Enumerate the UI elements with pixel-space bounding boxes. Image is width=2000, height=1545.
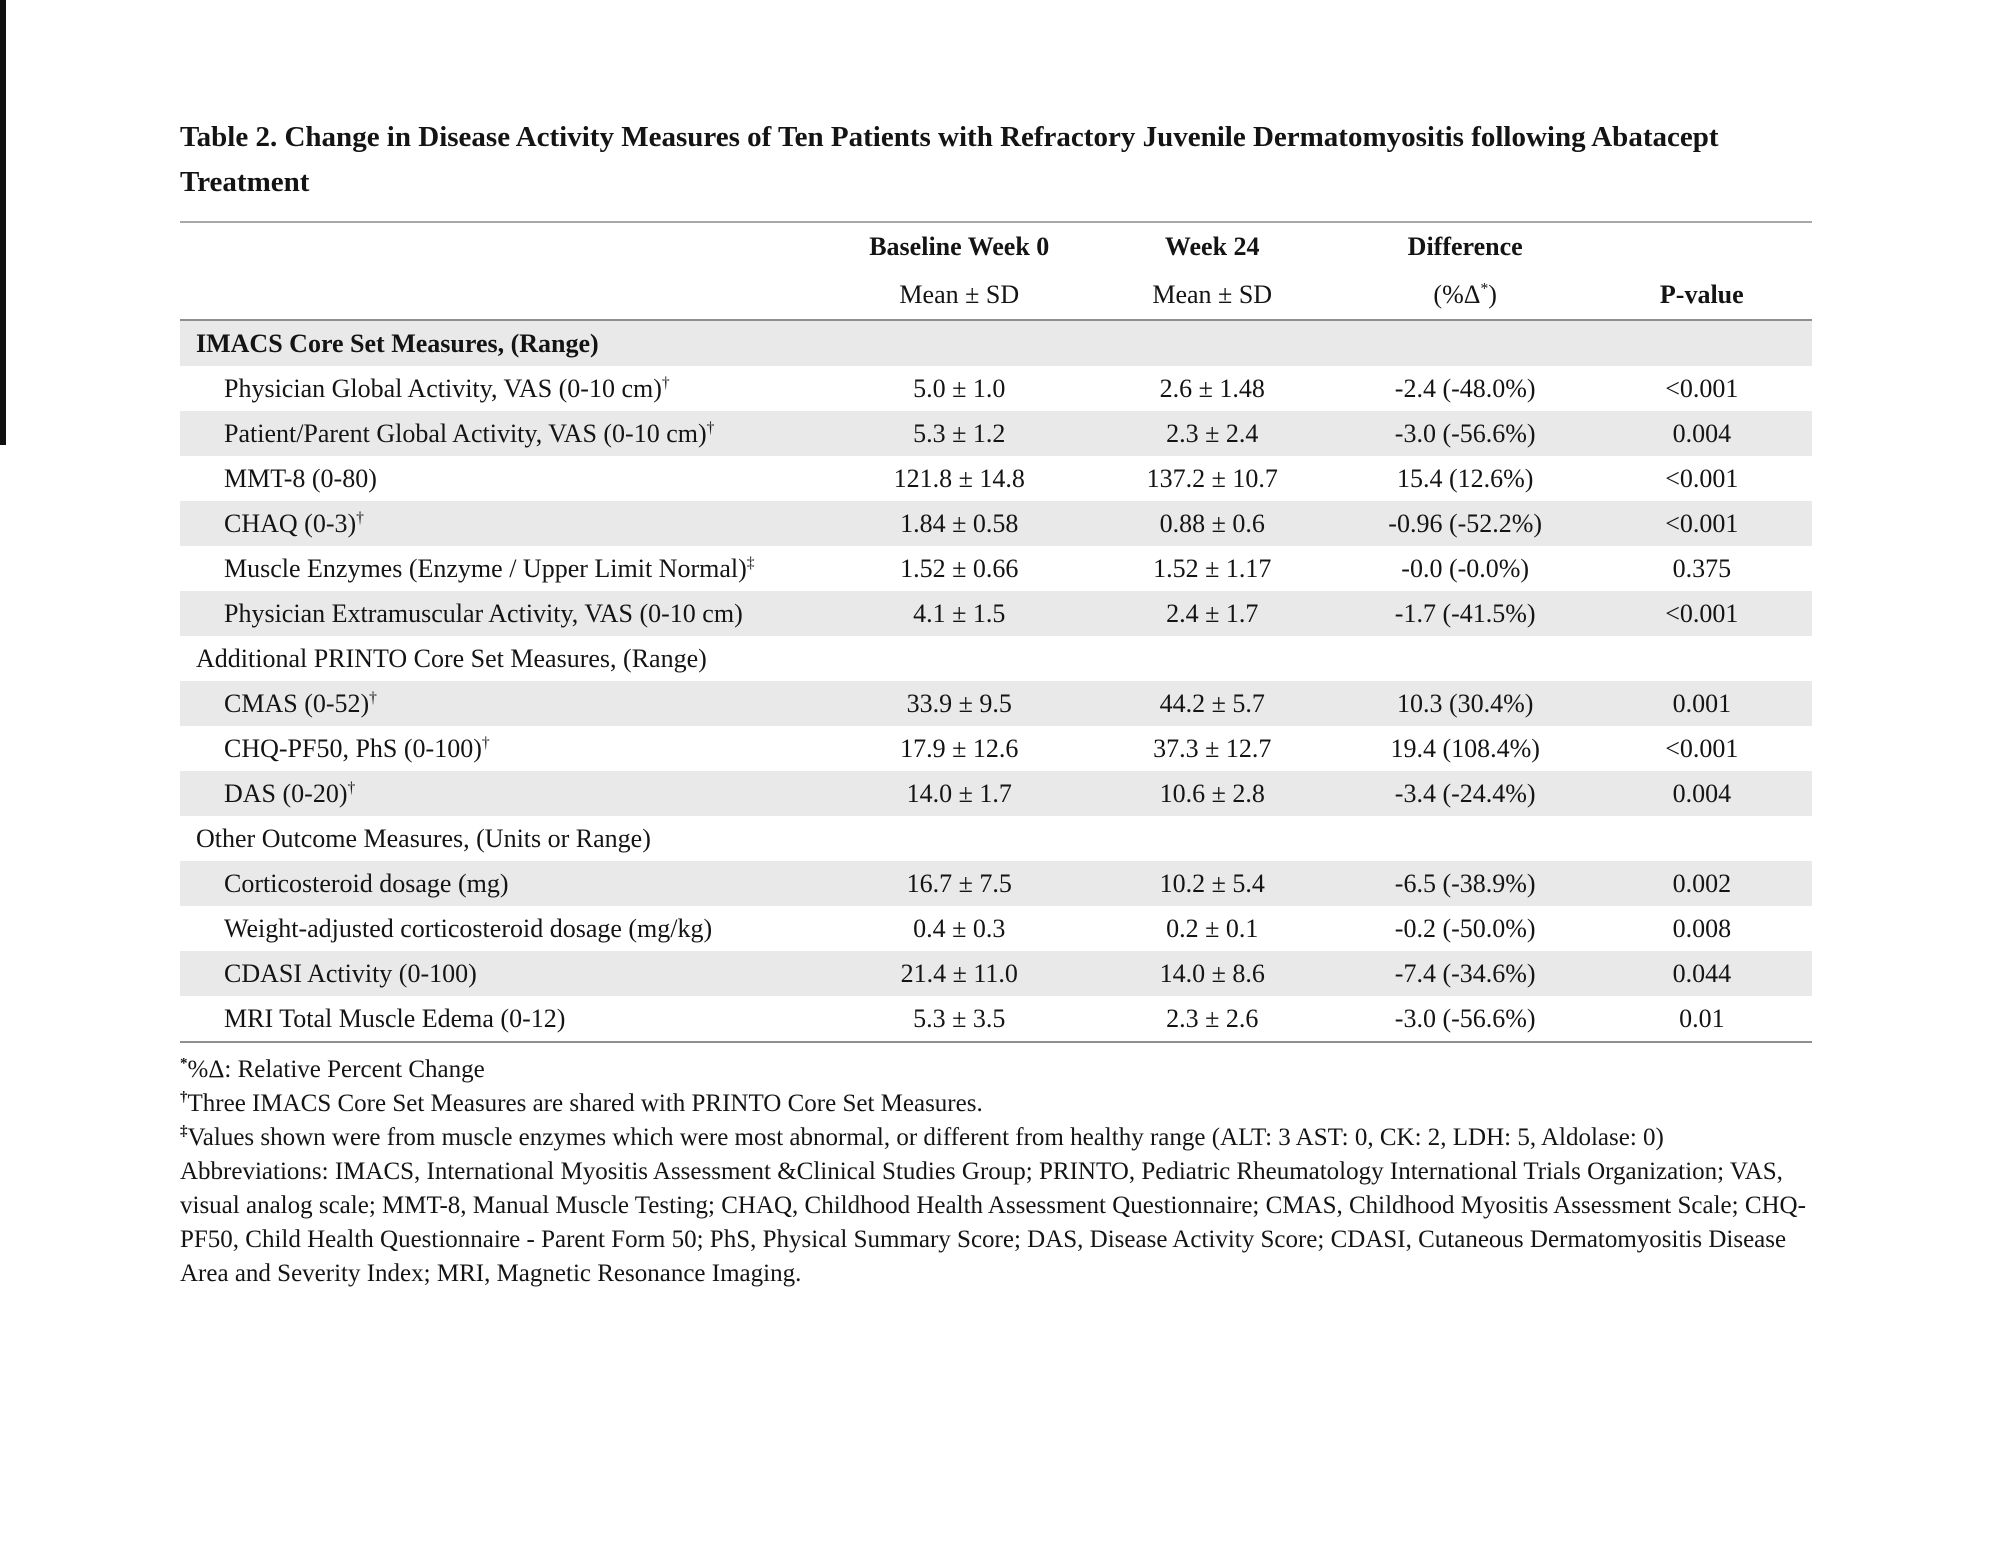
cell-week24: 2.3 ± 2.6 bbox=[1166, 1003, 1259, 1033]
cell-difference: -0.96 (-52.2%) bbox=[1388, 508, 1543, 538]
label-dagger: † bbox=[356, 508, 364, 526]
table-row bbox=[180, 591, 1812, 636]
col-subheader-week24-mean-sd: Mean ± SD bbox=[1152, 280, 1273, 309]
footnote-marker: * bbox=[180, 1055, 188, 1072]
footnote: *%Δ: Relative Percent Change bbox=[180, 1055, 485, 1083]
table-row bbox=[180, 366, 1812, 411]
section-header-label: Other Outcome Measures, (Units or Range) bbox=[196, 823, 651, 853]
cell-baseline: 14.0 ± 1.7 bbox=[906, 778, 1012, 808]
table-row bbox=[180, 996, 1812, 1041]
cell-difference: 10.3 (30.4%) bbox=[1396, 688, 1534, 718]
section-header-label: Additional PRINTO Core Set Measures, (Range) bbox=[196, 643, 707, 673]
cell-pvalue: <0.001 bbox=[1665, 508, 1739, 538]
diff-subheader-post: ) bbox=[1488, 280, 1497, 309]
col-header-week24: Week 24 bbox=[1164, 232, 1260, 261]
footnote-marker: ‡ bbox=[180, 1123, 188, 1140]
footnote: Abbreviations: IMACS, International Myositis Assessment &Clinical Studies Group; PRINTO, Pediatric Rheumatology International Trials Organization; VAS, visual analog scale; MMT-8, Manual Muscle Testing; CHAQ, Childhood Health Assessment Questionnaire; CMAS, Childhood Myositis Assessment Scale; CHQ-PF50, Child Health Questionnaire - Parent Form 50; PhS, Physical Summary Score; DAS, Disease Activity Score; CDASI, Cutaneous Dermatomyositis Disease Area and Severity Index; MRI, Magnetic Resonance Imaging. bbox=[180, 1158, 1806, 1287]
cell-pvalue: <0.001 bbox=[1665, 373, 1739, 403]
diff-subheader-pre: (%Δ bbox=[1433, 280, 1481, 309]
cell-week24: 37.3 ± 12.7 bbox=[1153, 733, 1272, 763]
cell-pvalue: 0.004 bbox=[1672, 418, 1732, 448]
section-header-row bbox=[180, 816, 1812, 861]
cell-measure-label: DAS (0-20)† bbox=[224, 778, 356, 808]
table-row bbox=[180, 681, 1812, 726]
label-dagger: † bbox=[661, 373, 670, 391]
cell-pvalue: 0.008 bbox=[1672, 913, 1732, 943]
label-dagger: † bbox=[481, 733, 490, 751]
label-dagger: † bbox=[706, 418, 715, 436]
col-header-baseline: Baseline Week 0 bbox=[869, 232, 1050, 261]
cell-pvalue: 0.001 bbox=[1672, 688, 1732, 718]
cell-week24: 10.2 ± 5.4 bbox=[1159, 868, 1265, 898]
section-header-row bbox=[180, 636, 1812, 681]
label-dagger: † bbox=[347, 778, 356, 796]
cell-difference: -0.2 (-50.0%) bbox=[1394, 913, 1536, 943]
col-header-difference: Difference bbox=[1407, 232, 1523, 261]
cell-measure-label: CHQ-PF50, PhS (0-100)† bbox=[224, 733, 490, 763]
cell-measure-label: Patient/Parent Global Activity, VAS (0-10 cm)† bbox=[224, 418, 715, 448]
table-row bbox=[180, 771, 1812, 816]
table-row bbox=[180, 951, 1812, 996]
table-row bbox=[180, 861, 1812, 906]
label-dagger: † bbox=[369, 688, 377, 706]
table-title: Table 2. Change in Disease Activity Measures of Ten Patients with Refractory Juvenile Dermatomyositis following Abatacept Treatment bbox=[180, 121, 1719, 198]
section-header-label: IMACS Core Set Measures, (Range) bbox=[196, 328, 599, 358]
col-subheader-baseline-mean-sd: Mean ± SD bbox=[899, 280, 1020, 309]
cell-baseline: 5.3 ± 1.2 bbox=[913, 418, 1006, 448]
cell-pvalue: <0.001 bbox=[1665, 733, 1739, 763]
table-row bbox=[180, 456, 1812, 501]
cell-pvalue: 0.002 bbox=[1672, 868, 1732, 898]
table-row bbox=[180, 411, 1812, 456]
label-dagger: ‡ bbox=[746, 553, 755, 571]
cell-measure-label: CMAS (0-52)† bbox=[224, 688, 377, 718]
cell-measure-label: Physician Extramuscular Activity, VAS (0-10 cm) bbox=[224, 598, 743, 628]
table-header bbox=[180, 221, 1812, 321]
data-table bbox=[180, 221, 1812, 1043]
cell-baseline: 1.84 ± 0.58 bbox=[900, 508, 1019, 538]
table-row bbox=[180, 546, 1812, 591]
cell-week24: 2.3 ± 2.4 bbox=[1166, 418, 1259, 448]
footnote-marker: † bbox=[180, 1089, 188, 1106]
cell-pvalue: <0.001 bbox=[1665, 598, 1739, 628]
cell-week24: 2.4 ± 1.7 bbox=[1166, 598, 1259, 628]
cell-baseline: 4.1 ± 1.5 bbox=[913, 598, 1006, 628]
cell-baseline: 33.9 ± 9.5 bbox=[906, 688, 1012, 718]
table-row bbox=[180, 906, 1812, 951]
cell-measure-label: Muscle Enzymes (Enzyme / Upper Limit Normal)‡ bbox=[224, 553, 755, 583]
cell-measure-label: Corticosteroid dosage (mg) bbox=[224, 868, 509, 898]
cell-baseline: 1.52 ± 0.66 bbox=[900, 553, 1019, 583]
cell-baseline: 5.3 ± 3.5 bbox=[913, 1003, 1006, 1033]
cell-pvalue: <0.001 bbox=[1665, 463, 1739, 493]
cell-difference: -2.4 (-48.0%) bbox=[1394, 373, 1536, 403]
cell-week24: 0.2 ± 0.1 bbox=[1166, 913, 1259, 943]
cell-week24: 14.0 ± 8.6 bbox=[1159, 958, 1265, 988]
header-row-2 bbox=[180, 271, 1812, 319]
cell-week24: 10.6 ± 2.8 bbox=[1159, 778, 1265, 808]
cell-difference: 15.4 (12.6%) bbox=[1396, 463, 1534, 493]
cell-measure-label: Weight-adjusted corticosteroid dosage (mg/kg) bbox=[224, 913, 713, 943]
footnote: ‡Values shown were from muscle enzymes which were most abnormal, or different from healthy range (ALT: 3 AST: 0, CK: 2, LDH: 5, Aldolase: 0) bbox=[180, 1123, 1664, 1151]
header-row-1 bbox=[180, 223, 1812, 271]
cell-measure-label: CDASI Activity (0-100) bbox=[224, 958, 477, 988]
col-header-pvalue: P-value bbox=[1659, 280, 1744, 309]
cell-week24: 0.88 ± 0.6 bbox=[1159, 508, 1265, 538]
paper-content bbox=[180, 115, 1812, 1291]
col-subheader-difference-pct bbox=[1339, 280, 1592, 310]
cell-difference: -3.0 (-56.6%) bbox=[1394, 1003, 1536, 1033]
cell-difference: -3.4 (-24.4%) bbox=[1394, 778, 1536, 808]
cell-week24: 2.6 ± 1.48 bbox=[1159, 373, 1265, 403]
cell-baseline: 5.0 ± 1.0 bbox=[913, 373, 1006, 403]
cell-difference: -1.7 (-41.5%) bbox=[1394, 598, 1536, 628]
cell-difference: -7.4 (-34.6%) bbox=[1394, 958, 1536, 988]
cell-difference: 19.4 (108.4%) bbox=[1390, 733, 1540, 763]
cell-week24: 137.2 ± 10.7 bbox=[1146, 463, 1278, 493]
table-row bbox=[180, 726, 1812, 771]
cell-measure-label: MRI Total Muscle Edema (0-12) bbox=[224, 1003, 566, 1033]
cell-week24: 44.2 ± 5.7 bbox=[1159, 688, 1265, 718]
footnotes bbox=[180, 1053, 1825, 1291]
table-row bbox=[180, 501, 1812, 546]
cell-baseline: 0.4 ± 0.3 bbox=[913, 913, 1006, 943]
cell-baseline: 21.4 ± 11.0 bbox=[900, 958, 1018, 988]
cell-difference: -6.5 (-38.9%) bbox=[1394, 868, 1536, 898]
cell-week24: 1.52 ± 1.17 bbox=[1153, 553, 1272, 583]
cell-pvalue: 0.375 bbox=[1672, 553, 1732, 583]
cell-pvalue: 0.01 bbox=[1679, 1003, 1725, 1033]
diff-subheader-asterisk: * bbox=[1480, 280, 1489, 298]
cell-baseline: 121.8 ± 14.8 bbox=[893, 463, 1025, 493]
cell-measure-label: Physician Global Activity, VAS (0-10 cm)† bbox=[224, 373, 670, 403]
table-body bbox=[180, 321, 1812, 1043]
cell-baseline: 17.9 ± 12.6 bbox=[900, 733, 1019, 763]
section-header-row bbox=[180, 321, 1812, 366]
cell-baseline: 16.7 ± 7.5 bbox=[906, 868, 1012, 898]
cell-measure-label: MMT-8 (0-80) bbox=[224, 463, 377, 493]
footnote: †Three IMACS Core Set Measures are shared with PRINTO Core Set Measures. bbox=[180, 1089, 983, 1117]
cell-measure-label: CHAQ (0-3)† bbox=[224, 508, 364, 538]
cell-difference: -0.0 (-0.0%) bbox=[1401, 553, 1530, 583]
cell-pvalue: 0.044 bbox=[1672, 958, 1732, 988]
cell-difference: -3.0 (-56.6%) bbox=[1394, 418, 1536, 448]
cell-pvalue: 0.004 bbox=[1672, 778, 1732, 808]
scan-edge-artifact bbox=[0, 0, 6, 445]
